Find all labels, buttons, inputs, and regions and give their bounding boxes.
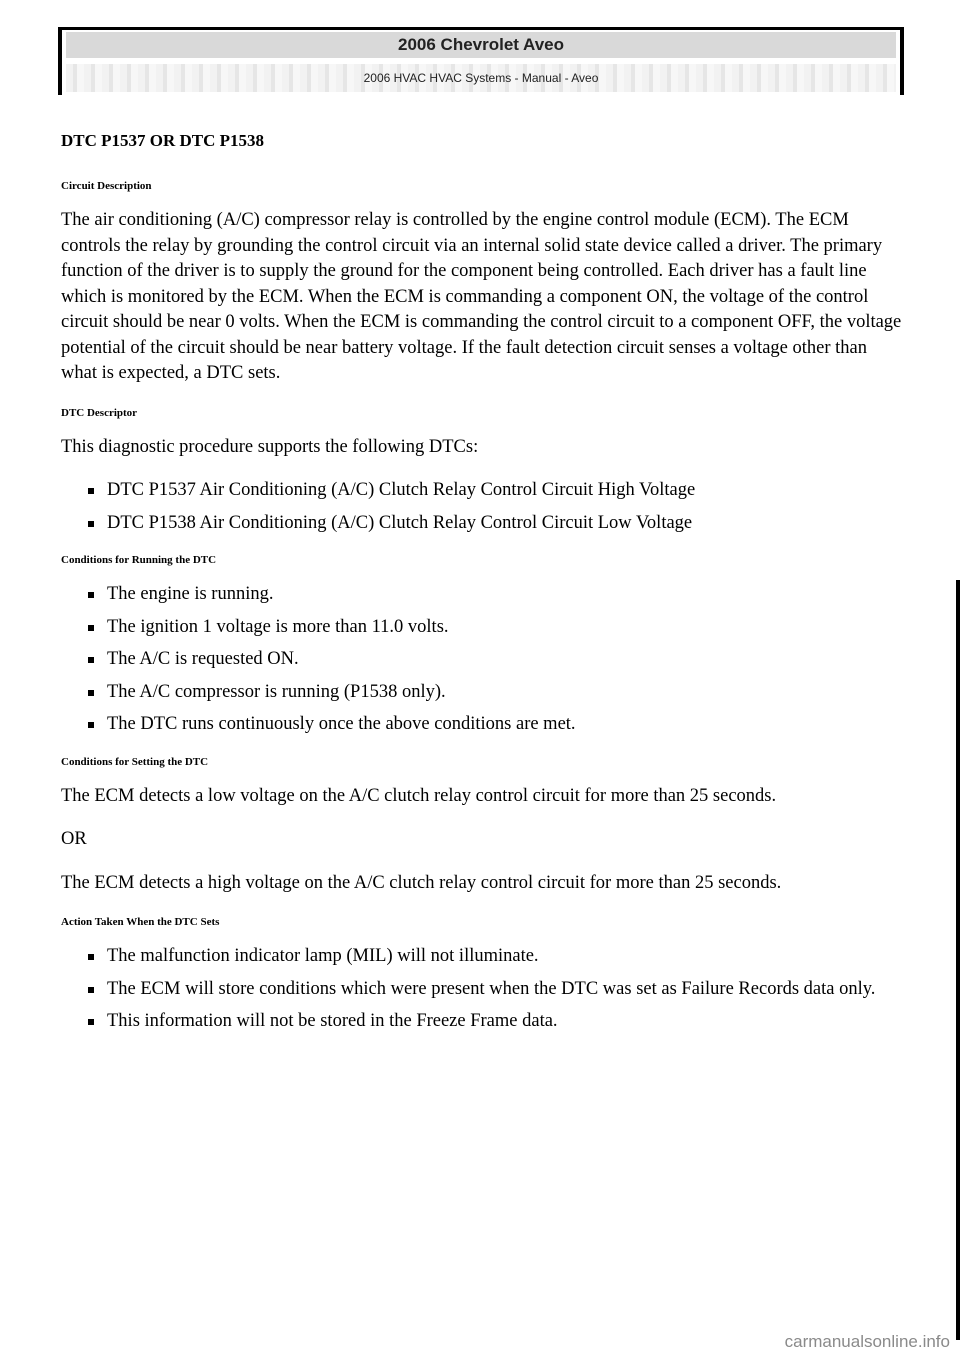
circuit-description-text: The air conditioning (A/C) compressor relay is controlled by the engine control module (ECM). The ECM controls the relay by grounding the control circuit via an internal solid state device called a driver. The primary function of the driver is to supply the ground for the component being controlled. Each driver has a fault line which is monitored by the ECM. When the ECM is commanding a component ON, the voltage of the control circuit should be near 0 volts. When the ECM is commanding the control circuit to a component OFF, the voltage potential of the circuit should be near battery voltage. If the fault detection circuit senses a voltage other than what is expected, a DTC sets.: [61, 210, 902, 383]
bullet-icon: [88, 592, 94, 598]
list-item: [107, 582, 903, 608]
list-item-text: The DTC runs continuously once the above conditions are met.: [107, 714, 576, 734]
list-item-text: The malfunction indicator lamp (MIL) will not illuminate.: [107, 946, 539, 966]
list-item: [107, 1009, 903, 1035]
dtc-descriptor-list: [61, 478, 903, 536]
watermark: carmanualsonline.info: [784, 1332, 950, 1351]
list-item-text: The A/C is requested ON.: [107, 649, 299, 669]
bullet-icon: [88, 1019, 94, 1025]
list-item-text: The ignition 1 voltage is more than 11.0 volts.: [107, 616, 449, 637]
list-item-text: The ECM will store conditions which were present when the DTC was set as Failure Records data only.: [107, 978, 876, 999]
page-edge-rule: [956, 580, 960, 1340]
bullet-icon: [88, 521, 94, 527]
dtc-descriptor-intro: This diagnostic procedure supports the following DTCs:: [61, 436, 479, 457]
action-taken-list: [61, 944, 903, 1035]
list-item-text: This information will not be stored in the Freeze Frame data.: [107, 1011, 558, 1031]
conditions-running-list: [61, 582, 903, 738]
header-subtitle: 2006 HVAC HVAC Systems - Manual - Aveo: [66, 64, 896, 92]
list-item-text: DTC P1538 Air Conditioning (A/C) Clutch Relay Control Circuit Low Voltage: [107, 512, 693, 533]
list-item-text: The A/C compressor is running (P1538 only).: [107, 681, 446, 702]
page-header: [58, 27, 904, 95]
section-title-conditions-running: Conditions for Running the DTC: [61, 554, 217, 566]
list-item: [107, 977, 903, 1003]
list-item: [107, 944, 903, 970]
bullet-icon: [88, 488, 94, 494]
section-title-action-taken: Action Taken When the DTC Sets: [61, 916, 220, 928]
list-item: [107, 511, 903, 537]
list-item-text: The engine is running.: [107, 584, 274, 604]
header-title: 2006 Chevrolet Aveo: [66, 32, 896, 58]
list-item-text: DTC P1537 Air Conditioning (A/C) Clutch Relay Control Circuit High Voltage: [107, 480, 696, 500]
list-item: [107, 647, 903, 673]
list-item: [107, 478, 903, 504]
conditions-setting-text-1: The ECM detects a low voltage on the A/C clutch relay control circuit for more than 25 seconds.: [61, 785, 777, 806]
bullet-icon: [88, 954, 94, 960]
bullet-icon: [88, 657, 94, 663]
conditions-setting-or: OR: [61, 829, 87, 849]
document-body: [61, 130, 903, 1051]
bullet-icon: [88, 722, 94, 728]
header-top-rule: [62, 27, 900, 30]
list-item: [107, 712, 903, 738]
section-title-conditions-setting: Conditions for Setting the DTC: [61, 755, 209, 768]
section-title-dtc-descriptor: DTC Descriptor: [61, 406, 138, 419]
conditions-setting-text-2: The ECM detects a high voltage on the A/C clutch relay control circuit for more than 25 seconds.: [61, 872, 782, 893]
bullet-icon: [88, 625, 94, 631]
bullet-icon: [88, 690, 94, 696]
bullet-icon: [88, 987, 94, 993]
section-title-circuit-description: Circuit Description: [61, 180, 152, 192]
list-item: [107, 680, 903, 706]
page-title: DTC P1537 OR DTC P1538: [61, 131, 265, 150]
list-item: [107, 615, 903, 641]
